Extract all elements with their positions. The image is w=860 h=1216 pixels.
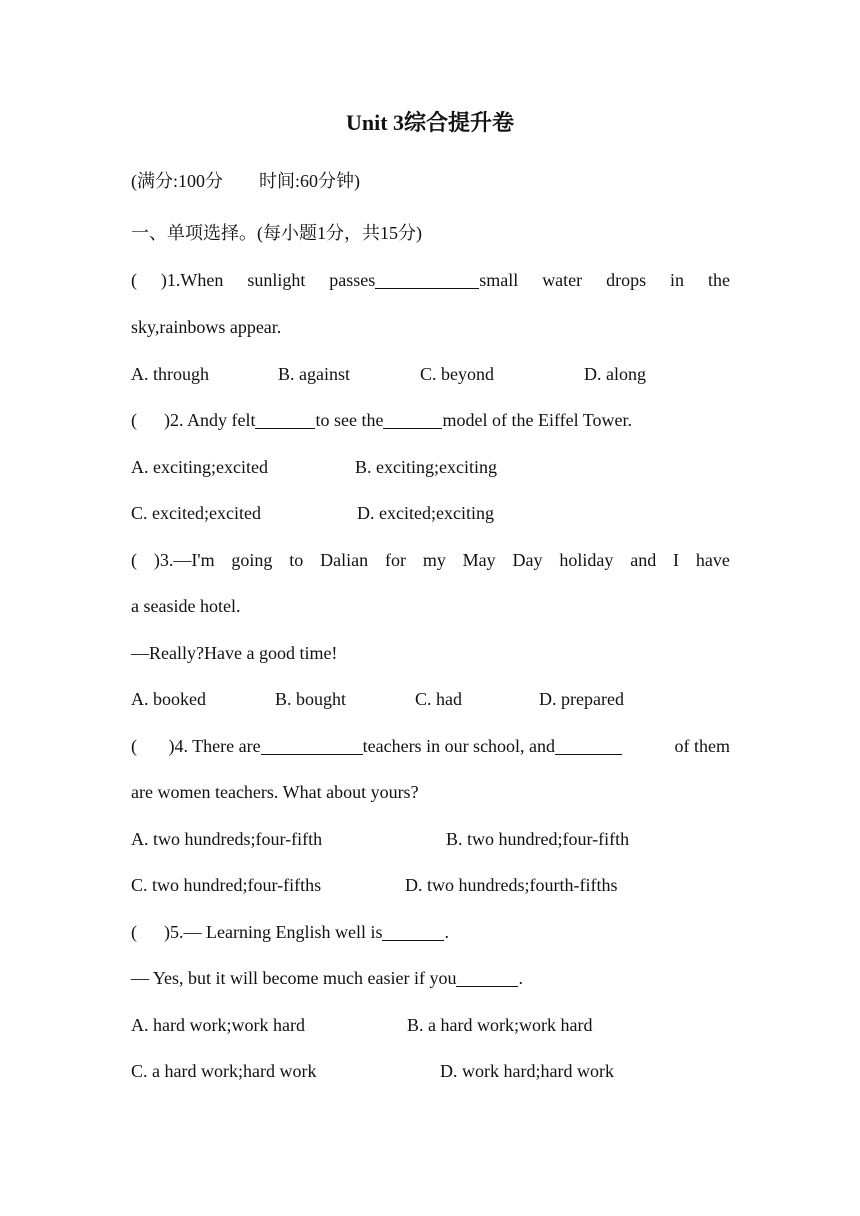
q3-word: for — [384, 550, 406, 570]
exam-meta: (满分:100分 时间:60分钟) — [131, 171, 360, 191]
option-a: A. exciting;excited — [131, 457, 268, 477]
option-b: B. a hard work;work hard — [407, 1015, 593, 1035]
q1-word: the — [707, 270, 730, 290]
question-5-options-row2 — [131, 1061, 731, 1085]
q1-word: in — [670, 270, 685, 290]
q3-word: have — [695, 550, 730, 570]
q4-text: ( )4. There are teachers in our school, and — [131, 736, 622, 757]
question-3-reply: —Really?Have a good time! — [131, 643, 338, 663]
q3-word: I — [673, 550, 680, 570]
option-d: D. work hard;hard work — [440, 1061, 614, 1081]
answer-blank — [255, 410, 315, 429]
option-c: C. a hard work;hard work — [131, 1061, 317, 1081]
question-3-line1 — [131, 550, 730, 571]
option-a: A. booked — [131, 689, 206, 709]
question-5: ( )5.— Learning English well is . — [131, 922, 449, 942]
answer-blank — [555, 736, 622, 755]
section-heading: 一、单项选择。(每小题1分，共15分) — [131, 223, 422, 243]
question-4-line1 — [131, 736, 730, 757]
option-a: A. two hundreds;four-fifth — [131, 829, 323, 849]
q1-word: water — [542, 270, 583, 290]
question-3-options — [131, 689, 731, 713]
q3-word: ( — [131, 550, 137, 570]
option-a: A. through — [131, 364, 209, 384]
question-4-options-row1 — [131, 829, 731, 853]
q1-word: ( — [131, 270, 137, 290]
q4-text-end: of them — [674, 736, 730, 756]
question-1-options — [131, 364, 731, 388]
q3-word: to — [289, 550, 304, 570]
option-b: B. against — [278, 364, 350, 384]
question-2: ( )2. Andy felt to see the model of the Eiffel Tower. — [131, 410, 632, 430]
question-2-options-row1 — [131, 457, 731, 481]
option-c: C. two hundred;four-fifths — [131, 875, 322, 895]
q3-word: my — [422, 550, 446, 570]
option-a: A. hard work;work hard — [131, 1015, 305, 1035]
option-d: D. excited;exciting — [357, 503, 494, 523]
option-d: D. prepared — [539, 689, 624, 709]
question-4-line2: are women teachers. What about yours? — [131, 782, 419, 802]
q3-word: May — [462, 550, 496, 570]
option-d: D. two hundreds;fourth-fifths — [405, 875, 618, 895]
question-4-options-row2 — [131, 875, 731, 899]
q1-word: )1.When — [160, 270, 224, 290]
answer-blank — [383, 410, 442, 429]
answer-blank — [456, 968, 518, 987]
question-1-line2: sky,rainbows appear. — [131, 317, 282, 337]
option-b: B. bought — [275, 689, 347, 709]
q3-word: )3.—I'm — [153, 550, 215, 570]
q1-word-with-blank: passes small — [329, 270, 519, 290]
page-title: Unit 3综合提升卷 — [345, 110, 515, 135]
question-5-reply: — Yes, but it will become much easier if you . — [131, 968, 523, 988]
question-2-options-row2 — [131, 503, 731, 527]
q1-word: drops — [606, 270, 647, 290]
q3-word: Dalian — [320, 550, 369, 570]
answer-blank — [382, 922, 444, 941]
option-d: D. along — [584, 364, 646, 384]
option-b: B. exciting;exciting — [355, 457, 497, 477]
option-c: C. had — [415, 689, 462, 709]
answer-blank — [261, 736, 363, 755]
option-b: B. two hundred;four-fifth — [446, 829, 630, 849]
q1-word: sunlight — [247, 270, 306, 290]
q3-word: holiday — [559, 550, 614, 570]
question-3-line2: a seaside hotel. — [131, 596, 241, 616]
answer-blank — [375, 270, 479, 289]
question-5-options-row1 — [131, 1015, 731, 1039]
q3-word: going — [231, 550, 273, 570]
option-c: C. excited;excited — [131, 503, 261, 523]
q3-word: and — [630, 550, 657, 570]
question-1-line1 — [131, 270, 730, 291]
option-c: C. beyond — [420, 364, 494, 384]
q3-word: Day — [512, 550, 543, 570]
